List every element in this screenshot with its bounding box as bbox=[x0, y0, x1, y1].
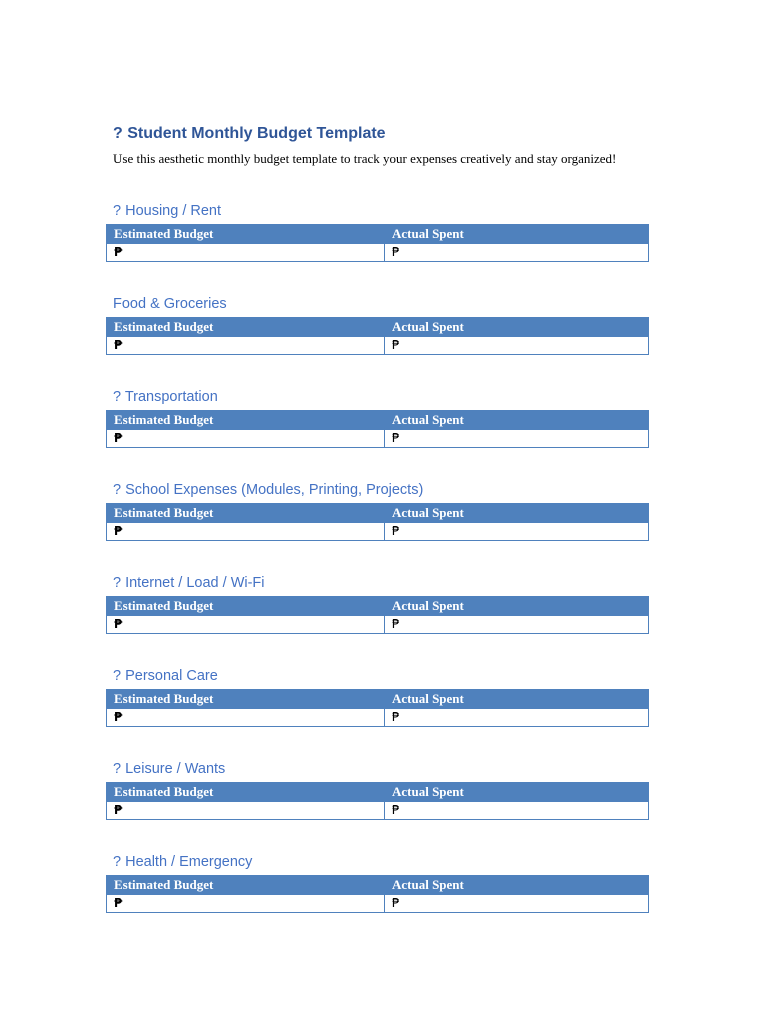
actual-spent-header: Actual Spent bbox=[385, 783, 649, 802]
actual-spent-header: Actual Spent bbox=[385, 876, 649, 895]
intro-text: Use this aesthetic monthly budget template to track your expenses creatively and stay organized! bbox=[113, 151, 617, 166]
budget-section bbox=[106, 479, 649, 572]
actual-spent-cell[interactable]: ₱ bbox=[385, 802, 649, 820]
budget-sections bbox=[106, 200, 649, 944]
estimated-budget-cell[interactable]: ₱ bbox=[107, 430, 385, 448]
budget-table bbox=[106, 875, 649, 913]
budget-table bbox=[106, 317, 649, 355]
table-header-row bbox=[107, 318, 649, 337]
estimated-budget-header: Estimated Budget bbox=[107, 225, 385, 244]
table-row bbox=[107, 802, 649, 820]
budget-table bbox=[106, 224, 649, 262]
budget-table bbox=[106, 689, 649, 727]
estimated-budget-header: Estimated Budget bbox=[107, 411, 385, 430]
estimated-budget-cell[interactable]: ₱ bbox=[107, 709, 385, 727]
estimated-budget-cell[interactable]: ₱ bbox=[107, 244, 385, 262]
estimated-budget-cell[interactable]: ₱ bbox=[107, 895, 385, 913]
estimated-budget-header: Estimated Budget bbox=[107, 783, 385, 802]
estimated-budget-cell[interactable]: ₱ bbox=[107, 802, 385, 820]
budget-section bbox=[106, 758, 649, 851]
actual-spent-cell[interactable]: ₱ bbox=[385, 616, 649, 634]
budget-section bbox=[106, 665, 649, 758]
estimated-budget-header: Estimated Budget bbox=[107, 504, 385, 523]
budget-section bbox=[106, 386, 649, 479]
table-row bbox=[107, 616, 649, 634]
actual-spent-header: Actual Spent bbox=[385, 225, 649, 244]
estimated-budget-header: Estimated Budget bbox=[107, 876, 385, 895]
section-heading: Food & Groceries bbox=[113, 296, 227, 312]
section-heading: ? Internet / Load / Wi-Fi bbox=[113, 575, 265, 591]
estimated-budget-cell[interactable]: ₱ bbox=[107, 337, 385, 355]
budget-table bbox=[106, 596, 649, 634]
table-row bbox=[107, 523, 649, 541]
actual-spent-cell[interactable]: ₱ bbox=[385, 523, 649, 541]
table-row bbox=[107, 709, 649, 727]
actual-spent-header: Actual Spent bbox=[385, 411, 649, 430]
page-title: ? Student Monthly Budget Template bbox=[113, 125, 386, 142]
table-header-row bbox=[107, 597, 649, 616]
section-heading: ? School Expenses (Modules, Printing, Projects) bbox=[113, 482, 424, 498]
actual-spent-cell[interactable]: ₱ bbox=[385, 337, 649, 355]
table-header-row bbox=[107, 504, 649, 523]
budget-section bbox=[106, 851, 649, 944]
estimated-budget-header: Estimated Budget bbox=[107, 597, 385, 616]
budget-table bbox=[106, 782, 649, 820]
estimated-budget-cell[interactable]: ₱ bbox=[107, 523, 385, 541]
table-header-row bbox=[107, 411, 649, 430]
actual-spent-header: Actual Spent bbox=[385, 504, 649, 523]
table-header-row bbox=[107, 225, 649, 244]
budget-table bbox=[106, 503, 649, 541]
section-heading: ? Personal Care bbox=[113, 668, 218, 684]
actual-spent-header: Actual Spent bbox=[385, 597, 649, 616]
table-header-row bbox=[107, 783, 649, 802]
budget-table bbox=[106, 410, 649, 448]
budget-section bbox=[106, 200, 649, 293]
section-heading: ? Transportation bbox=[113, 389, 218, 405]
actual-spent-cell[interactable]: ₱ bbox=[385, 430, 649, 448]
table-header-row bbox=[107, 876, 649, 895]
table-row bbox=[107, 430, 649, 448]
estimated-budget-header: Estimated Budget bbox=[107, 318, 385, 337]
table-header-row bbox=[107, 690, 649, 709]
table-row bbox=[107, 337, 649, 355]
section-heading: ? Housing / Rent bbox=[113, 203, 222, 219]
section-heading: ? Leisure / Wants bbox=[113, 761, 226, 777]
actual-spent-cell[interactable]: ₱ bbox=[385, 244, 649, 262]
estimated-budget-cell[interactable]: ₱ bbox=[107, 616, 385, 634]
section-heading: ? Health / Emergency bbox=[113, 854, 253, 870]
table-row bbox=[107, 244, 649, 262]
actual-spent-cell[interactable]: ₱ bbox=[385, 709, 649, 727]
actual-spent-cell[interactable]: ₱ bbox=[385, 895, 649, 913]
table-row bbox=[107, 895, 649, 913]
estimated-budget-header: Estimated Budget bbox=[107, 690, 385, 709]
budget-section bbox=[106, 572, 649, 665]
actual-spent-header: Actual Spent bbox=[385, 690, 649, 709]
budget-section bbox=[106, 293, 649, 386]
actual-spent-header: Actual Spent bbox=[385, 318, 649, 337]
